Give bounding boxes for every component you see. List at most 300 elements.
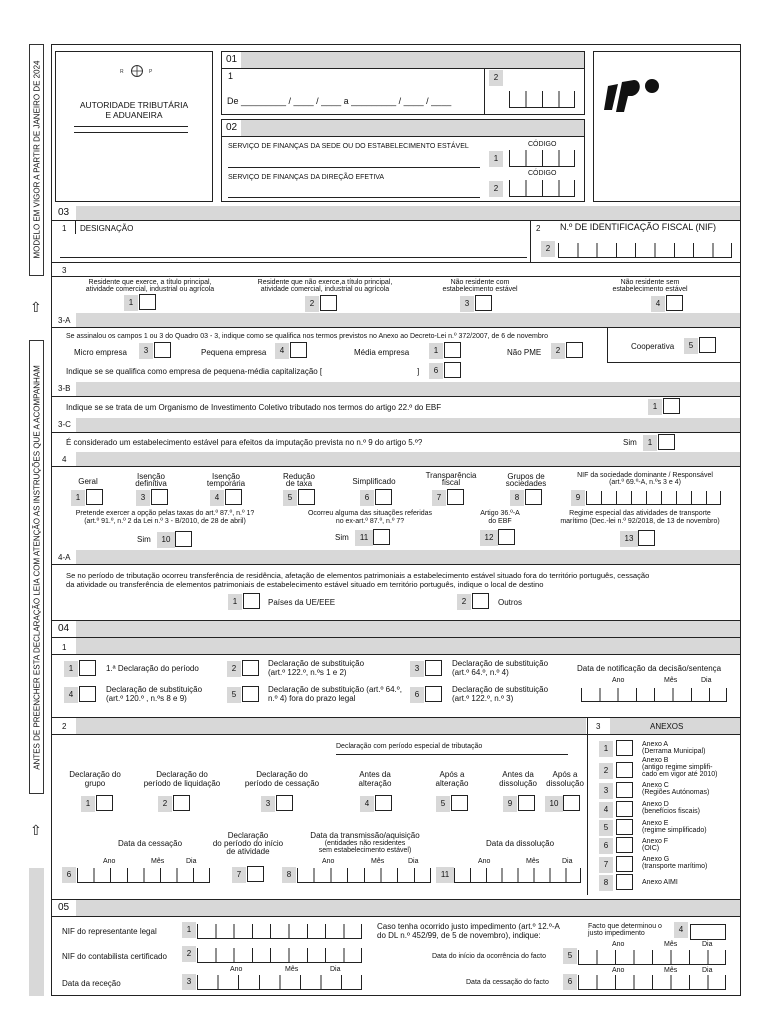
anexo-3-l1: Anexo C bbox=[642, 782, 669, 789]
s4a-bar bbox=[76, 550, 740, 564]
media-num: 1 bbox=[429, 343, 443, 359]
tipo-grupo-checkbox[interactable] bbox=[96, 795, 113, 811]
q01-period: De _________ / ____ / ____ a _________ / ____ / ____ bbox=[227, 96, 452, 106]
decl-4-num: 4 bbox=[64, 687, 78, 703]
logo-box bbox=[593, 51, 741, 202]
anexo-a-checkbox[interactable] bbox=[616, 740, 633, 756]
rec-label: Data da receção bbox=[62, 979, 121, 988]
decl-5-l2: n.º 4) fora do prazo legal bbox=[268, 694, 356, 703]
tipo-antes-dis-checkbox[interactable] bbox=[518, 795, 535, 811]
q05-header-bar bbox=[76, 900, 740, 916]
inicio-l1: Declaração bbox=[227, 831, 269, 840]
q02-codigo-label: CÓDIGO bbox=[528, 170, 557, 177]
svg-text:R: R bbox=[120, 69, 124, 75]
q03-number: 03 bbox=[58, 207, 70, 218]
decl-1-label: 1.ª Declaração do período bbox=[106, 664, 199, 673]
s3b-label: 3-B bbox=[58, 384, 71, 393]
nif-dominante-num: 9 bbox=[571, 490, 585, 506]
dis-date-input[interactable] bbox=[454, 868, 581, 883]
opt-nao-residente-com-l1: Não residente com bbox=[450, 279, 510, 286]
opt-situacoes-l2: no ex-art.º 87.º, n.º 7? bbox=[335, 518, 405, 525]
dis-dia: Dia bbox=[562, 858, 573, 865]
pmec-label: Indique se se qualifica como empresa de pequena-média capitalização [ bbox=[66, 367, 323, 376]
imp-l1: Caso tenha ocorrido justo impedimento (art.º 12.º-A bbox=[377, 922, 560, 931]
opt-residente-nao-principal-checkbox[interactable] bbox=[320, 295, 337, 311]
opt-nao-residente-com-checkbox[interactable] bbox=[475, 295, 492, 311]
authority-name-1: AUTORIDADE TRIBUTÁRIA bbox=[79, 100, 189, 110]
opt-situacoes-l1: Ocorreu alguma das situações referidas bbox=[307, 510, 433, 517]
cess-num: 6 bbox=[62, 867, 76, 883]
at-logo-icon bbox=[602, 76, 662, 114]
ini-mes-label: Mês bbox=[664, 941, 678, 948]
authority-name-2: E ADUANEIRA bbox=[105, 110, 163, 120]
regime-grupos-num: 8 bbox=[510, 490, 524, 506]
s3a-text: Se assinalou os campos 1 ou 3 do Quadro 03 - 3, indique como se qualifica nos termos previstos no Anexo ao Decreto-Lei n.º 372/2007, de 6 de novembro bbox=[66, 333, 548, 340]
opt-maritimo-checkbox[interactable] bbox=[638, 530, 655, 546]
opt-ebf-l1: Artigo 36.º-A bbox=[480, 510, 520, 517]
q04-s3: 3 bbox=[596, 722, 601, 731]
anexo-4-l2: (benefícios fiscais) bbox=[642, 808, 700, 815]
opt-nao-residente-sem-l1: Não residente sem bbox=[620, 279, 680, 286]
notif-mes: Mês bbox=[664, 677, 678, 684]
regime-reducao-l1: Redução bbox=[282, 472, 316, 481]
anexo-5-num: 5 bbox=[599, 820, 613, 836]
decl-3-l1: Declaração de substituição bbox=[452, 659, 549, 668]
ini-num: 5 bbox=[563, 948, 577, 964]
decl-3-num: 3 bbox=[410, 661, 424, 677]
rec-ano-label: Ano bbox=[230, 966, 243, 973]
q01-field-2: 2 bbox=[489, 70, 503, 86]
s3c-sim: Sim bbox=[623, 438, 637, 447]
naopme-num: 2 bbox=[551, 343, 565, 359]
pequena-num: 4 bbox=[275, 343, 289, 359]
cess-ano: Ano bbox=[103, 858, 116, 865]
transm-ano: Ano bbox=[322, 858, 335, 865]
regime-simplificado-num: 6 bbox=[360, 490, 374, 506]
cont-num: 2 bbox=[182, 946, 196, 962]
decl-5-l1: Declaração de substituição (art.º 64.º, bbox=[268, 685, 402, 694]
rep-nif-input[interactable] bbox=[197, 924, 362, 939]
outros-checkbox[interactable] bbox=[472, 593, 489, 609]
q02-codigo-label: CÓDIGO bbox=[528, 141, 557, 148]
decl-2-num: 2 bbox=[227, 661, 241, 677]
nif-input[interactable] bbox=[558, 243, 732, 258]
anexo-d-checkbox[interactable] bbox=[616, 801, 633, 817]
tipo-antes-alt-l2: alteração bbox=[358, 779, 392, 788]
dis-num: 11 bbox=[436, 867, 454, 883]
anexo-2-l3: cado em vigor até 2010) bbox=[642, 771, 718, 778]
opt-maritimo-l2: marítimo (Dec.-lei n.º 92/2018, de 13 de novembro) bbox=[560, 518, 720, 525]
anexo-6-num: 6 bbox=[599, 838, 613, 854]
tipo-apos-dis-l2: dissolução bbox=[546, 779, 584, 788]
decl-4-checkbox[interactable] bbox=[79, 686, 96, 702]
anexo-3-num: 3 bbox=[599, 783, 613, 799]
cessacao-label: Data da cessação bbox=[118, 839, 183, 848]
tipo-antes-dis-num: 9 bbox=[503, 796, 517, 812]
naopme-checkbox[interactable] bbox=[566, 342, 583, 358]
anexo-2-l1: Anexo B bbox=[642, 757, 669, 764]
pmec-num: 6 bbox=[429, 363, 443, 379]
s4-bar bbox=[76, 452, 740, 466]
nif-dominante-l1: NIF da sociedade dominante / Responsável bbox=[577, 472, 713, 479]
q01-field-1: 1 bbox=[228, 71, 234, 81]
anexo-4-l1: Anexo D bbox=[642, 801, 669, 808]
s3a-bar bbox=[76, 313, 740, 327]
side-gray-bar bbox=[29, 868, 44, 996]
side-text-model: MODELO EM VIGOR A PARTIR DE JANEIRO DE 2024 bbox=[32, 60, 42, 259]
anexo-6-l2: (OIC) bbox=[642, 845, 660, 852]
rec-date-input[interactable] bbox=[197, 975, 362, 990]
q05-number: 05 bbox=[58, 902, 70, 913]
dis-mes: Mês bbox=[526, 858, 540, 865]
opt-maritimo-l1: Regime especial das atividades de transporte bbox=[569, 510, 711, 517]
nif-dominante-l2: (art.º 69.º-A, n.ºs 3 e 4) bbox=[609, 479, 681, 486]
rec-num: 3 bbox=[182, 974, 196, 990]
anexo-4-num: 4 bbox=[599, 802, 613, 818]
rep-label: NIF do representante legal bbox=[62, 927, 157, 936]
tipo-antes-alt-checkbox[interactable] bbox=[375, 795, 392, 811]
tipo-grupo-l1: Declaração do bbox=[69, 770, 121, 779]
transm-l3: sem estabelecimento estável) bbox=[318, 847, 412, 854]
regime-isencao-def-num: 3 bbox=[136, 490, 150, 506]
opt-4-num: 4 bbox=[651, 296, 665, 312]
regime-isencao-def-checkbox[interactable] bbox=[151, 489, 168, 505]
pequena-checkbox[interactable] bbox=[290, 342, 307, 358]
q02-number: 02 bbox=[226, 122, 238, 133]
cont-nif-input[interactable] bbox=[197, 948, 362, 963]
rep-num: 1 bbox=[182, 922, 196, 938]
regime-grupos-l1: Grupos de bbox=[507, 472, 545, 481]
anexo-1-l2: (Derrama Municipal) bbox=[642, 748, 706, 755]
fim-num: 6 bbox=[563, 974, 577, 990]
media-label: Média empresa bbox=[354, 348, 410, 357]
decl-3-checkbox[interactable] bbox=[425, 660, 442, 676]
anexo-5-l2: (regime simplificado) bbox=[642, 827, 707, 834]
side-arrow-up-icon: ⇧ bbox=[30, 299, 42, 315]
ini-ano-label: Ano bbox=[612, 941, 625, 948]
regime-grupos-checkbox[interactable] bbox=[525, 489, 542, 505]
regime-reducao-checkbox[interactable] bbox=[298, 489, 315, 505]
q04-header-bar bbox=[76, 621, 740, 637]
anexo-6-l1: Anexo F bbox=[642, 838, 669, 845]
s3c-checkbox[interactable] bbox=[658, 434, 675, 450]
anexo-8-num: 8 bbox=[599, 875, 613, 891]
media-checkbox[interactable] bbox=[444, 342, 461, 358]
decl-2-l1: Declaração de substituição bbox=[268, 659, 365, 668]
s3c-text: É considerado um estabelecimento estável para efeitos da imputação prevista no n.º 9 do artigo 5.º? bbox=[66, 438, 423, 447]
ini-label: Data do início da ocorrência do facto bbox=[432, 953, 547, 960]
regime-isencao-temp-checkbox[interactable] bbox=[225, 489, 242, 505]
regime-geral-checkbox[interactable] bbox=[86, 489, 103, 505]
q01-number: 01 bbox=[226, 54, 238, 65]
decl-1-num: 1 bbox=[64, 661, 78, 677]
regime-isencao-def-l1: Isenção bbox=[136, 472, 166, 481]
opt-taxas-l2: (art.º 91.º, n.º 2 da Lei n.º 3 - B/2010, de 28 de abril) bbox=[84, 518, 246, 525]
opt-taxas-checkbox[interactable] bbox=[175, 531, 192, 547]
facto-input[interactable] bbox=[690, 924, 726, 940]
regime-geral-label: Geral bbox=[78, 477, 98, 486]
inicio-l2: do período do início bbox=[212, 839, 284, 848]
anexo-8-l1: Anexo AIMI bbox=[642, 879, 678, 886]
opt-residente-principal-l2: atividade comercial, industrial ou agrícola bbox=[85, 286, 215, 293]
decl-4-l2: (art.º 120.º , n.ºs 8 e 9) bbox=[106, 694, 187, 703]
tipo-cessacao-checkbox[interactable] bbox=[276, 795, 293, 811]
anexo-e-checkbox[interactable] bbox=[616, 819, 633, 835]
dis-ano: Ano bbox=[478, 858, 491, 865]
opt-residente-principal-checkbox[interactable] bbox=[139, 294, 156, 310]
tipo-antes-alt-l1: Antes da bbox=[359, 770, 391, 779]
regime-isencao-temp-l1: Isenção bbox=[211, 472, 241, 481]
anexo-2-num: 2 bbox=[599, 763, 613, 779]
notif-label: Data de notificação da decisão/sentença bbox=[577, 664, 722, 673]
regime-simplificado-checkbox[interactable] bbox=[375, 489, 392, 505]
q04-s2-bar bbox=[76, 718, 586, 734]
coop-checkbox[interactable] bbox=[699, 337, 716, 353]
regime-isencao-temp-num: 4 bbox=[210, 490, 224, 506]
anexo-c-checkbox[interactable] bbox=[616, 782, 633, 798]
pmec-close: ] bbox=[417, 367, 420, 376]
opt-taxas-num: 10 bbox=[157, 532, 175, 548]
regime-transparencia-l2: fiscal bbox=[441, 478, 461, 487]
facto-num: 4 bbox=[674, 922, 688, 938]
designacao-label: DESIGNAÇÃO bbox=[80, 224, 134, 233]
q01-header-bar bbox=[241, 52, 584, 68]
anexo-1-num: 1 bbox=[599, 741, 613, 757]
q04-s1: 1 bbox=[62, 643, 67, 652]
ue-num: 1 bbox=[228, 594, 242, 610]
s3c-num: 1 bbox=[643, 435, 657, 451]
s3b-checkbox[interactable] bbox=[663, 398, 680, 414]
opt-nao-residente-sem-l2: estabelecimento estável bbox=[612, 286, 688, 293]
opt-taxas-sim: Sim bbox=[137, 535, 151, 544]
s4a-text-l1: Se no período de tributação ocorreu transferência de residência, afetação de elementos patrimoniais a estabelecimento estável situado fora do território português, cessação bbox=[66, 571, 650, 580]
transm-dia: Dia bbox=[408, 858, 419, 865]
tipo-grupo-num: 1 bbox=[81, 796, 95, 812]
s4-label: 4 bbox=[62, 455, 67, 464]
side-arrow-up-icon: ⇧ bbox=[30, 822, 42, 838]
opt-nao-residente-sem-checkbox[interactable] bbox=[666, 295, 683, 311]
fim-ano-label: Ano bbox=[612, 967, 625, 974]
inicio-l3: de atividade bbox=[226, 847, 270, 856]
fim-date-input[interactable] bbox=[578, 975, 726, 990]
dissol-label: Data da dissolução bbox=[486, 839, 555, 848]
tipo-apos-dis-num: 10 bbox=[545, 796, 563, 812]
outros-num: 2 bbox=[457, 594, 471, 610]
designacao-num: 1 bbox=[62, 224, 67, 233]
side-text-instructions: ANTES DE PREENCHER ESTA DECLARAÇÃO LEIA COM ATENÇÃO AS INSTRUÇÕES QUE A ACOMPANHAM bbox=[32, 365, 42, 770]
q02-header-bar bbox=[241, 120, 584, 136]
regime-reducao-num: 5 bbox=[283, 490, 297, 506]
opt-residente-nao-principal-l1: Residente que não exerce,a título principal, bbox=[257, 279, 393, 286]
facto-l1: Facto que determinou o bbox=[588, 923, 662, 930]
opt-ebf-num: 12 bbox=[480, 530, 498, 546]
transm-l1: Data da transmissão/aquisição bbox=[310, 831, 420, 840]
ue-label: Países da UE/EEE bbox=[268, 598, 336, 607]
regime-transparencia-checkbox[interactable] bbox=[447, 489, 464, 505]
s4a-text-l2: da atividade ou transferência de elementos patrimoniais de estabelecimento estável situado em território português, indique o local de destino bbox=[66, 580, 544, 589]
tipo-antes-alt-num: 4 bbox=[360, 796, 374, 812]
facto-l2: justo impedimento bbox=[588, 930, 645, 937]
tipo-apos-alt-checkbox[interactable] bbox=[451, 795, 468, 811]
micro-checkbox[interactable] bbox=[154, 342, 171, 358]
opt-situacoes-sim: Sim bbox=[335, 533, 349, 542]
q03-header-bar bbox=[76, 206, 740, 220]
anexo-3-l2: (Regiões Autónomas) bbox=[642, 789, 710, 796]
anexo-5-l1: Anexo E bbox=[642, 820, 669, 827]
tipo-apos-alt-l1: Após a bbox=[439, 770, 465, 779]
notif-date-input[interactable] bbox=[581, 688, 727, 702]
nif-label: N.º DE IDENTIFICAÇÃO FISCAL (NIF) bbox=[560, 222, 716, 232]
transm-num: 8 bbox=[282, 867, 296, 883]
nif-num: 2 bbox=[536, 224, 541, 233]
opt-situacoes-num: 11 bbox=[355, 530, 373, 546]
s3b-text: Indique se se trata de um Organismo de Investimento Coletivo tributado nos termos do artigo 22.º do EBF bbox=[66, 403, 442, 412]
cess-mes: Mês bbox=[151, 858, 165, 865]
tipo-liquidacao-checkbox[interactable] bbox=[173, 795, 190, 811]
anexo-2-l2: (antigo regime simplifi- bbox=[642, 764, 713, 771]
decl-3-l2: (art.º 64.º, n.º 4) bbox=[452, 668, 509, 677]
cont-label: NIF do contabilista certificado bbox=[62, 952, 167, 961]
tipo-antes-dis-l2: dissolução bbox=[499, 779, 537, 788]
s3c-bar bbox=[76, 418, 740, 432]
micro-label: Micro empresa bbox=[74, 348, 127, 357]
regime-transparencia-num: 7 bbox=[432, 490, 446, 506]
q02-code-1-num: 1 bbox=[489, 151, 503, 167]
tipo-apos-alt-l2: alteração bbox=[435, 779, 469, 788]
q02-sede-label: SERVIÇO DE FINANÇAS DA SEDE OU DO ESTABELECIMENTO ESTÁVEL bbox=[228, 143, 469, 150]
q02-code-1-input[interactable] bbox=[509, 150, 575, 167]
fim-dia-label: Dia bbox=[702, 967, 713, 974]
transm-l2: (entidades não residentes bbox=[324, 840, 406, 847]
anexo-7-l1: Anexo G bbox=[642, 856, 670, 863]
s4a-label: 4-A bbox=[58, 553, 71, 562]
s3c-label: 3-C bbox=[58, 420, 71, 429]
opt-taxas-l1: Pretende exercer a opção pelas taxas do art.º 87.º, n.º 1? bbox=[75, 510, 255, 517]
anexo-g-checkbox[interactable] bbox=[616, 856, 633, 872]
naopme-label: Não PME bbox=[507, 348, 542, 357]
regime-reducao-l2: de taxa bbox=[285, 479, 313, 488]
ini-date-input[interactable] bbox=[578, 950, 726, 965]
opt-nao-residente-com-l2: estabelecimento estável bbox=[442, 286, 518, 293]
tipo-apos-alt-num: 5 bbox=[436, 796, 450, 812]
decl-2-checkbox[interactable] bbox=[242, 660, 259, 676]
pmec-checkbox[interactable] bbox=[444, 362, 461, 378]
coop-num: 5 bbox=[684, 338, 698, 354]
tipo-apos-dis-l1: Após a bbox=[552, 770, 578, 779]
decl-6-l1: Declaração de substituição bbox=[452, 685, 549, 694]
s3a-label: 3-A bbox=[58, 316, 71, 325]
decl-5-num: 5 bbox=[227, 687, 241, 703]
opt-ebf-l2: do EBF bbox=[488, 518, 512, 525]
nif-field-num: 2 bbox=[541, 241, 555, 257]
authority-underline bbox=[74, 126, 188, 127]
opt-1-num: 1 bbox=[124, 295, 138, 311]
coop-label: Cooperativa bbox=[631, 342, 675, 351]
opt-residente-principal-l1: Residente que exerce, a título principal, bbox=[88, 279, 212, 286]
tipo-cessacao-l2: período de cessação bbox=[244, 779, 320, 788]
decl-6-checkbox[interactable] bbox=[425, 686, 442, 702]
regime-isencao-temp-l2: temporária bbox=[206, 479, 246, 488]
regime-transparencia-l1: Transparência bbox=[425, 471, 477, 480]
svg-text:P: P bbox=[149, 69, 153, 75]
inicio-num: 7 bbox=[232, 867, 246, 883]
decl-5-checkbox[interactable] bbox=[242, 686, 259, 702]
anexo-7-l2: (transporte marítimo) bbox=[642, 863, 708, 870]
anexo-b-checkbox[interactable] bbox=[616, 762, 633, 778]
anexo-7-num: 7 bbox=[599, 857, 613, 873]
anexos-title: ANEXOS bbox=[650, 722, 684, 731]
outros-label: Outros bbox=[498, 598, 523, 607]
opt-situacoes-checkbox[interactable] bbox=[373, 529, 390, 545]
notif-dia: Dia bbox=[701, 677, 712, 684]
anexo-aimi-checkbox[interactable] bbox=[616, 874, 633, 890]
anexo-1-l1: Anexo A bbox=[642, 741, 669, 748]
tipo-grupo-l2: grupo bbox=[84, 779, 106, 788]
opt-3-num: 3 bbox=[460, 296, 474, 312]
tipo-liquidacao-num: 2 bbox=[158, 796, 172, 812]
regime-isencao-def-l2: definitiva bbox=[135, 479, 167, 488]
tipo-liquidacao-l1: Declaração do bbox=[156, 770, 208, 779]
opt-ebf-checkbox[interactable] bbox=[498, 529, 515, 545]
q04-number: 04 bbox=[58, 623, 70, 634]
q04-s2: 2 bbox=[62, 722, 67, 731]
q02-code-2-input[interactable] bbox=[509, 180, 575, 197]
s3b-num: 1 bbox=[648, 399, 662, 415]
tipo-cessacao-num: 3 bbox=[261, 796, 275, 812]
cess-date-input[interactable] bbox=[77, 868, 210, 883]
decl-2-l2: (art.º 122.º, n.ºs 1 e 2) bbox=[268, 668, 347, 677]
s3b-bar bbox=[76, 382, 740, 396]
authority-underline bbox=[74, 132, 188, 133]
ini-dia-label: Dia bbox=[702, 941, 713, 948]
tipo-liquidacao-l2: período de liquidação bbox=[143, 779, 221, 788]
transm-mes: Mês bbox=[371, 858, 385, 865]
inicio-checkbox[interactable] bbox=[247, 866, 264, 882]
micro-num: 3 bbox=[139, 343, 153, 359]
coat-of-arms-icon bbox=[118, 64, 156, 78]
transm-date-input[interactable] bbox=[297, 868, 431, 883]
decl-4-l1: Declaração de substituição bbox=[106, 685, 203, 694]
fim-mes-label: Mês bbox=[664, 967, 678, 974]
decl-6-num: 6 bbox=[410, 687, 424, 703]
imp-l2: do DL n.º 452/99, de 5 de novembro), indique: bbox=[377, 931, 541, 940]
especial-label: Declaração com período especial de tributação bbox=[336, 743, 483, 750]
nif-dominante-input[interactable] bbox=[586, 491, 721, 505]
pequena-label: Pequena empresa bbox=[201, 348, 267, 357]
decl-6-l2: (art.º 122.º, n.º 3) bbox=[452, 694, 514, 703]
tipo-cessacao-l1: Declaração do bbox=[256, 770, 308, 779]
opt-maritimo-num: 13 bbox=[620, 531, 638, 547]
anexo-f-checkbox[interactable] bbox=[616, 837, 633, 853]
cess-dia: Dia bbox=[186, 858, 197, 865]
q03-s3-label: 3 bbox=[62, 266, 67, 275]
regime-simplificado-label: Simplificado bbox=[352, 477, 396, 486]
decl-1-checkbox[interactable] bbox=[79, 660, 96, 676]
q01-year-input[interactable] bbox=[509, 91, 575, 108]
tipo-antes-dis-l1: Antes da bbox=[502, 770, 534, 779]
regime-grupos-l2: sociedades bbox=[505, 479, 547, 488]
notif-ano: Ano bbox=[612, 677, 625, 684]
regime-geral-num: 1 bbox=[71, 490, 85, 506]
ue-checkbox[interactable] bbox=[243, 593, 260, 609]
q02-code-2-num: 2 bbox=[489, 181, 503, 197]
rec-mes-label: Mês bbox=[285, 966, 299, 973]
opt-residente-nao-principal-l2: atividade comercial, industrial ou agrícola bbox=[260, 286, 390, 293]
rec-dia-label: Dia bbox=[330, 966, 341, 973]
opt-2-num: 2 bbox=[305, 296, 319, 312]
tipo-apos-dis-checkbox[interactable] bbox=[563, 795, 580, 811]
q02-direcao-label: SERVIÇO DE FINANÇAS DA DIREÇÃO EFETIVA bbox=[228, 174, 385, 181]
